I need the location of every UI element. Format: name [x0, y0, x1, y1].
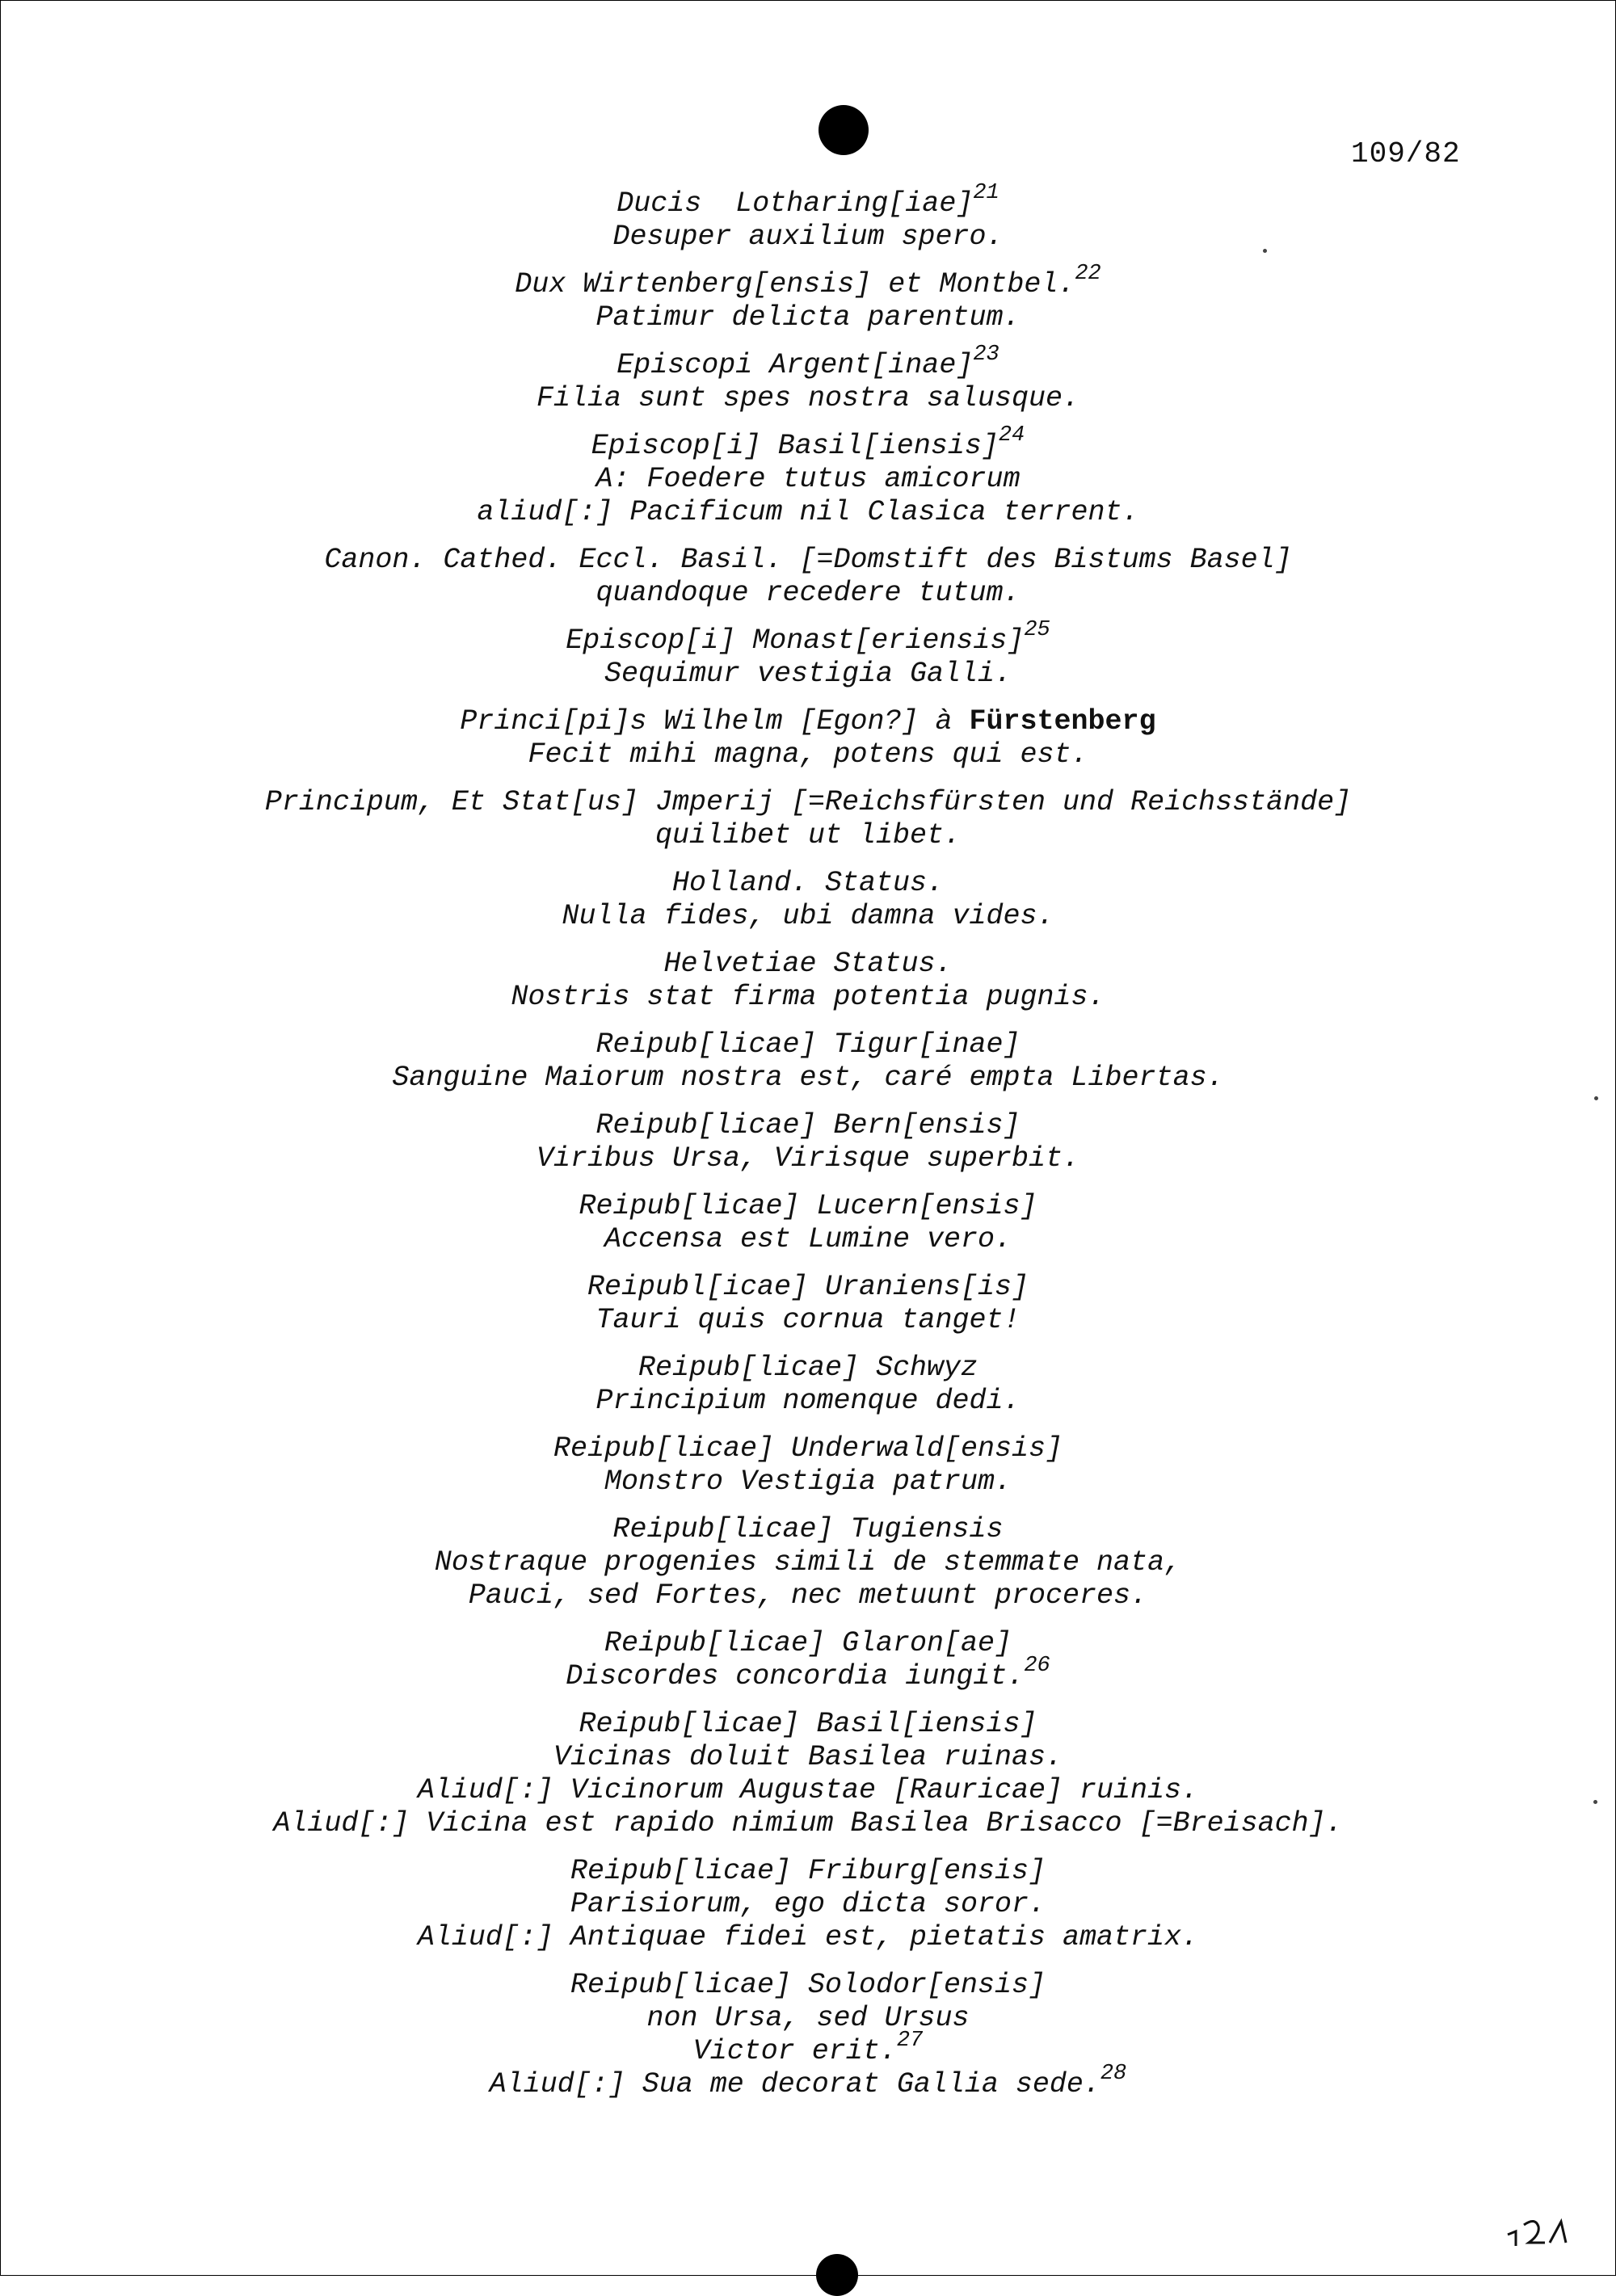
motto-entry [0, 1855, 1616, 1954]
motto-entry [0, 1109, 1616, 1175]
entry-motto [0, 1807, 1616, 1840]
footnote-marker: 22 [1075, 262, 1101, 286]
bold-name: Fürstenberg [969, 705, 1156, 738]
footnote-marker: 25 [1024, 618, 1050, 642]
footnote-marker: 28 [1100, 2062, 1127, 2086]
entry-heading [0, 544, 1616, 577]
line-text: Reipub[licae] Basil[iensis] [579, 1708, 1037, 1740]
motto-entry [0, 1432, 1616, 1499]
entry-motto [0, 382, 1616, 415]
entry-heading [0, 1969, 1616, 2002]
entry-heading [0, 262, 1616, 301]
entry-heading [0, 423, 1616, 463]
motto-entry [0, 1513, 1616, 1613]
line-text: Sanguine Maiorum nostra est, caré empta Libertas. [392, 1062, 1224, 1094]
line-text: Nulla fides, ubi damna vides. [562, 900, 1054, 932]
line-text: Reipub[licae] Underwald[ensis] [553, 1432, 1063, 1465]
motto-entry [0, 1627, 1616, 1693]
motto-entry [0, 705, 1616, 772]
line-text: Tauri quis cornua tanget! [595, 1304, 1021, 1336]
entry-motto [0, 1579, 1616, 1613]
entry-heading [0, 1708, 1616, 1741]
line-text: Reipub[licae] Tugiensis [612, 1513, 1004, 1545]
punch-hole-bottom [816, 2254, 858, 2296]
entry-heading [0, 705, 1616, 738]
motto-entry [0, 181, 1616, 254]
line-text: Principum, Et Stat[us] Jmperij [=Reichsfürsten und Reichsstände] [264, 786, 1352, 818]
entry-motto [0, 463, 1616, 496]
line-text: Reipubl[icae] Uraniens[is] [587, 1271, 1029, 1303]
motto-entry [0, 618, 1616, 691]
line-text: Reipub[licae] Schwyz [638, 1352, 978, 1384]
entry-heading [0, 1028, 1616, 1062]
line-text: Episcop[i] Basil[iensis] [591, 430, 999, 462]
entry-motto [0, 1921, 1616, 1954]
line-text: Fecit mihi magna, potens qui est. [528, 738, 1088, 771]
motto-entry [0, 544, 1616, 610]
entry-motto [0, 1741, 1616, 1774]
line-text: Nostris stat firma potentia pugnis. [511, 981, 1105, 1013]
motto-entry [0, 867, 1616, 933]
line-text: Episcop[i] Monast[eriensis] [566, 624, 1025, 657]
entry-motto [0, 577, 1616, 610]
document-body [0, 181, 1616, 2116]
line-text: Aliud[:] Vicina est rapido nimium Basilea Brisacco [=Breisach]. [273, 1807, 1343, 1840]
entry-motto [0, 819, 1616, 852]
line-text: Reipub[licae] Glaron[ae] [604, 1627, 1012, 1659]
page-number: 109/82 [1351, 137, 1461, 170]
line-text: Desuper auxilium spero. [612, 221, 1004, 253]
entry-motto [0, 1654, 1616, 1693]
entry-heading [0, 1432, 1616, 1465]
line-text: Sequimur vestigia Galli. [604, 658, 1012, 690]
entry-motto [0, 1142, 1616, 1175]
entry-motto [0, 658, 1616, 691]
motto-entry [0, 1028, 1616, 1095]
entry-heading [0, 1513, 1616, 1546]
line-text: Viribus Ursa, Virisque superbit. [536, 1142, 1080, 1175]
line-text: Aliud[:] Vicinorum Augustae [Rauricae] ruinis. [417, 1774, 1199, 1806]
line-text: Princi[pi]s Wilhelm [Egon?] à [460, 705, 970, 738]
motto-entry [0, 1190, 1616, 1256]
line-text: Dux Wirtenberg[ensis] et Montbel. [515, 268, 1075, 301]
line-text: Monstro Vestigia patrum. [604, 1465, 1012, 1498]
punch-hole-top [819, 105, 869, 155]
entry-motto [0, 900, 1616, 933]
line-text: Vicinas doluit Basilea ruinas. [553, 1741, 1063, 1773]
line-text: aliud[:] Pacificum nil Clasica terrent. [477, 496, 1139, 528]
entry-motto [0, 2062, 1616, 2101]
line-text: Parisiorum, ego dicta soror. [570, 1888, 1046, 1920]
line-text: Canon. Cathed. Eccl. Basil. [=Domstift des Bistums Basel] [324, 544, 1292, 576]
line-text: Reipub[licae] Lucern[ensis] [579, 1190, 1037, 1222]
entry-motto [0, 1888, 1616, 1921]
footnote-marker: 27 [896, 2029, 924, 2053]
line-text: Holland. Status. [671, 867, 945, 899]
footnote-marker: 23 [973, 343, 999, 367]
motto-entry [0, 1969, 1616, 2101]
line-text: Aliud[:] Sua me decorat Gallia sede. [489, 2068, 1100, 2100]
line-text: Reipub[licae] Tigur[inae] [595, 1028, 1021, 1061]
entry-motto [0, 221, 1616, 254]
entry-heading [0, 867, 1616, 900]
entry-motto [0, 738, 1616, 772]
entry-motto [0, 2002, 1616, 2035]
entry-heading [0, 618, 1616, 658]
motto-entry [0, 948, 1616, 1014]
entry-motto [0, 1062, 1616, 1095]
motto-entry [0, 1271, 1616, 1337]
entry-heading [0, 181, 1616, 221]
motto-entry [0, 1708, 1616, 1840]
entry-motto [0, 981, 1616, 1014]
line-text: Nostraque progenies simili de stemmate nata, [434, 1546, 1182, 1579]
line-text: quilibet ut libet. [654, 819, 962, 852]
line-text: Filia sunt spes nostra salusque. [536, 382, 1080, 414]
entry-motto [0, 1385, 1616, 1418]
line-text: A: Foedere tutus amicorum [595, 463, 1021, 495]
line-text: Pauci, sed Fortes, nec metuunt proceres. [468, 1579, 1148, 1612]
footnote-marker: 21 [973, 181, 999, 205]
line-text: Reipub[licae] Bern[ensis] [595, 1109, 1021, 1142]
entry-heading [0, 343, 1616, 382]
entry-heading [0, 1855, 1616, 1888]
entry-heading [0, 1109, 1616, 1142]
motto-entry [0, 343, 1616, 415]
line-text: Reipub[licae] Friburg[ensis] [570, 1855, 1046, 1887]
entry-motto [0, 1465, 1616, 1499]
line-text: Aliud[:] Antiquae fidei est, pietatis amatrix. [417, 1921, 1199, 1953]
line-text: Episcopi Argent[inae] [617, 349, 974, 381]
entry-motto [0, 301, 1616, 334]
entry-heading [0, 786, 1616, 819]
line-text: Victor erit. [692, 2035, 897, 2067]
line-text: Ducis Lotharing[iae] [617, 187, 974, 220]
motto-entry [0, 262, 1616, 334]
entry-heading [0, 948, 1616, 981]
entry-heading [0, 1271, 1616, 1304]
line-text: Reipub[licae] Solodor[ensis] [570, 1969, 1046, 2001]
entry-motto [0, 1774, 1616, 1807]
handwritten-mark-icon [1503, 2210, 1576, 2251]
footnote-marker: 24 [998, 423, 1025, 448]
entry-motto [0, 1223, 1616, 1256]
line-text: Principium nomenque dedi. [595, 1385, 1021, 1417]
entry-motto [0, 2029, 1616, 2068]
entry-motto [0, 496, 1616, 529]
entry-heading [0, 1627, 1616, 1660]
entry-motto [0, 1546, 1616, 1579]
entry-heading [0, 1190, 1616, 1223]
handwritten-folio-mark [1503, 2210, 1576, 2260]
motto-entry [0, 786, 1616, 852]
line-text: Patimur delicta parentum. [595, 301, 1021, 334]
entry-motto [0, 1304, 1616, 1337]
line-text: Helvetiae Status. [663, 948, 953, 980]
line-text: quandoque recedere tutum. [595, 577, 1021, 609]
line-text: Accensa est Lumine vero. [604, 1223, 1012, 1255]
motto-entry [0, 423, 1616, 529]
footnote-marker: 26 [1024, 1654, 1050, 1678]
line-text: non Ursa, sed Ursus [646, 2002, 970, 2034]
line-text: Discordes concordia iungit. [566, 1660, 1025, 1693]
motto-entry [0, 1352, 1616, 1418]
entry-heading [0, 1352, 1616, 1385]
